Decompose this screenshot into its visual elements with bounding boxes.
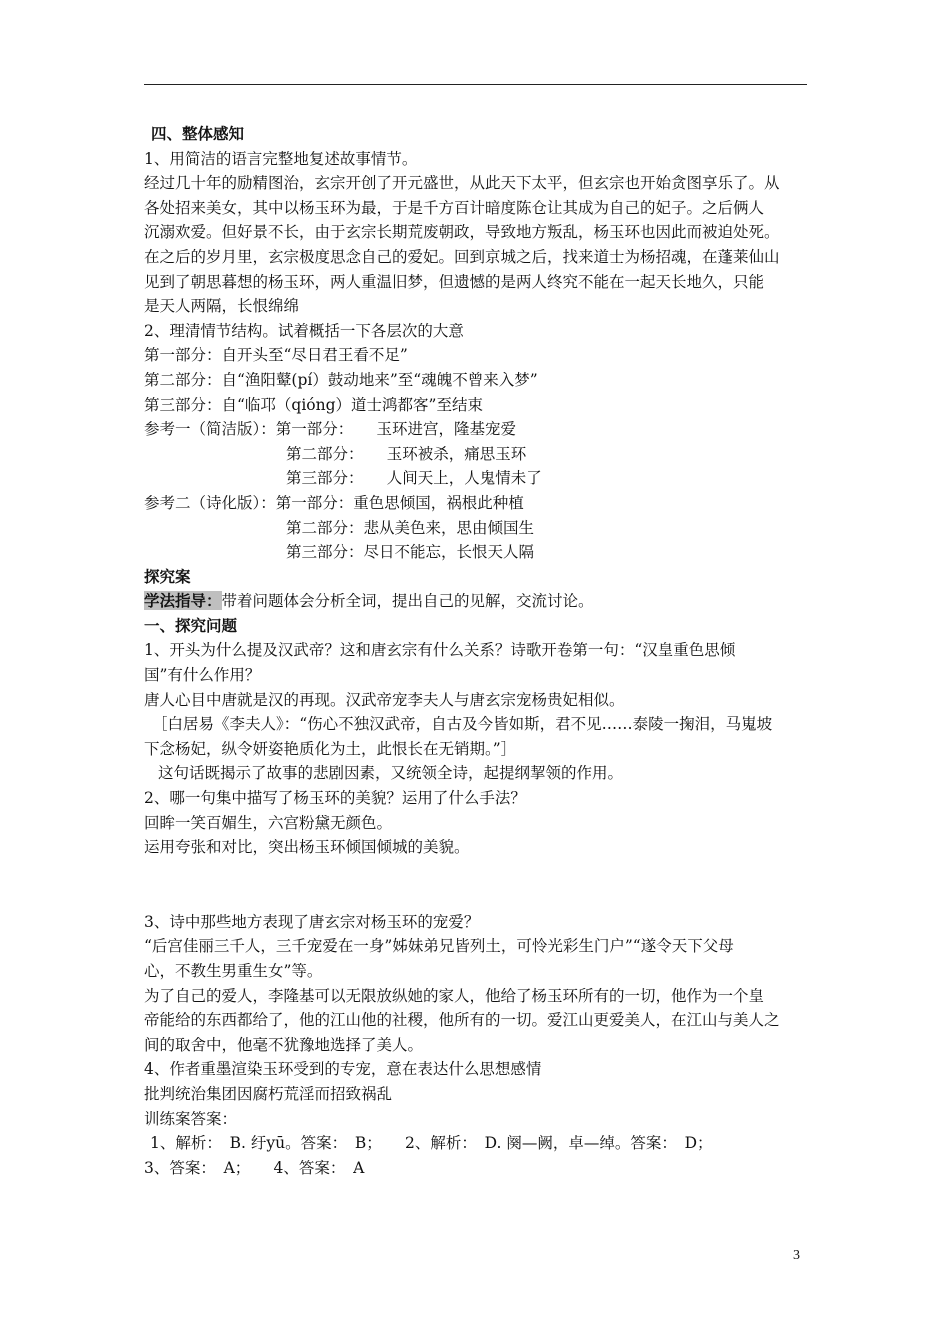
summary-line: 在之后的岁月里，玄宗极度思念自己的爱妃。回到京城之后，找来道士为杨招魂，在蓬莱仙山 (144, 247, 780, 266)
reference-1 (144, 417, 814, 442)
explore-answer-3: “后宫佳丽三千人，三千宠爱在一身”姊妹弟兄皆列土，可怜光彩生门户”“遂令天下父母 (144, 937, 734, 956)
study-guide-text: 带着问题体会分析全词，提出自己的见解，交流讨论。 (221, 592, 594, 611)
explore-question-4: 4、作者重墨渲染玉环受到的专宠，意在表达什么思想感情 (144, 1060, 542, 1079)
reference-2-line: 第一部分：重色思倾国，祸根此种植 (275, 493, 524, 512)
explore-question-3: 3、诗中那些地方表现了唐玄宗对杨玉环的宠爱？ (144, 912, 480, 931)
part-line: 第一部分：自开头至“尽日君王看不足” (144, 346, 408, 365)
reference-1-line: 第一部分： 玉环进宫，隆基宠爱 (275, 420, 517, 439)
question-1: 1、用简洁的语言完整地复述故事情节。 (144, 149, 418, 168)
header-rule (144, 84, 807, 85)
explore-answer-1: 这句话既揭示了故事的悲剧因素，又统领全诗，起提纲挈领的作用。 (158, 764, 624, 783)
explore-answer-2: 回眸一笑百媚生，六宫粉黛无颜色。 (144, 813, 393, 832)
reference-1-label: 参考一（简洁版）： (144, 420, 276, 439)
spacer (144, 860, 814, 910)
reference-2 (144, 491, 814, 516)
explore-answer-1: 下念杨妃，纵令妍姿艳质化为土，此恨长在无销期。”］ (144, 739, 517, 758)
explore-answer-4: 批判统治集团因腐朽荒淫而招致祸乱 (144, 1084, 393, 1103)
question-2: 2、理清情节结构。试着概括一下各层次的大意 (144, 321, 464, 340)
summary-line: 沉溺欢爱。但好景不长，由于玄宗长期荒废朝政，导致地方叛乱，杨玉环也因此而被迫处死。 (144, 223, 780, 242)
explore-answer-3: 帝能给的东西都给了，他的江山他的社稷，他所有的一切。爱江山更爱美人，在江山与美人之 (144, 1011, 780, 1030)
part-line: 第二部分：自“渔阳鼙(pí）鼓动地来”至“魂魄不曾来入梦” (144, 370, 538, 389)
summary-line: 各处招来美女，其中以杨玉环为最，于是千方百计暗度陈仓让其成为自己的妃子。之后俩人 (144, 198, 765, 217)
explore-answer-3: 为了自己的爱人，李隆基可以无限放纵她的家人，他给了杨玉环所有的一切，他作为一个皇 (144, 986, 765, 1005)
explore-question-1: 国”有什么作用？ (144, 666, 261, 685)
study-guide-label: 学法指导： (144, 591, 222, 611)
part-line: 第三部分：自“临邛（qióng）道士鸿都客”至结束 (144, 395, 483, 414)
training-answers: 1、解析： B. 纡yū。答案： B； 2、解析： D. 阕—阙，卓—绰。答案： D； (150, 1134, 713, 1153)
training-answers: 3、答案： A； 4、答案： A (144, 1158, 365, 1177)
explore-answer-3: 心，不教生男重生女”等。 (144, 962, 323, 980)
explore-subtitle: 一、探究问题 (144, 615, 238, 635)
summary-line: 是天人两隔，长恨绵绵 (144, 297, 300, 316)
reference-2-line: 第三部分：尽日不能忘，长恨天人隔 (286, 543, 535, 562)
explore-answer-2: 运用夸张和对比，突出杨玉环倾国倾城的美貌。 (144, 838, 470, 857)
reference-2-label: 参考二（诗化版）： (144, 493, 276, 512)
reference-1-line: 第三部分： 人间天上，人鬼情未了 (286, 469, 542, 488)
page-number: 3 (793, 1248, 800, 1263)
summary-line: 经过几十年的励精图治，玄宗开创了开元盛世，从此天下太平，但玄宗也开始贪图享乐了。从 (144, 174, 780, 193)
study-guide (144, 589, 814, 614)
reference-2-line: 第二部分：悲从美色来，思由倾国生 (286, 518, 535, 537)
explore-answer-3: 间的取舍中，他毫不犹豫地选择了美人。 (144, 1035, 424, 1054)
reference-1-line: 第二部分： 玉环被杀，痛思玉环 (286, 444, 527, 463)
explore-question-2: 2、哪一句集中描写了杨玉环的美貌？运用了什么手法？ (144, 789, 526, 808)
document-body (144, 122, 814, 1180)
explore-title: 探究案 (144, 566, 191, 586)
explore-answer-1: ［白居易《李夫人》：“伤心不独汉武帝，自古及今皆如斯，君不见……泰陵一掬泪，马嵬坡 (152, 715, 773, 734)
explore-question-1: 1、开头为什么提及汉武帝？这和唐玄宗有什么关系？诗歌开卷第一句：“汉皇重色思倾 (144, 641, 736, 660)
training-answers-title: 训练案答案： (144, 1109, 238, 1128)
explore-answer-1: 唐人心目中唐就是汉的再现。汉武帝宠李夫人与唐玄宗宠杨贵妃相似。 (144, 690, 625, 709)
summary-line: 见到了朝思暮想的杨玉环，两人重温旧梦，但遗憾的是两人终究不能在一起天长地久，只能 (144, 272, 765, 291)
section-heading: 四、整体感知 (151, 124, 245, 143)
